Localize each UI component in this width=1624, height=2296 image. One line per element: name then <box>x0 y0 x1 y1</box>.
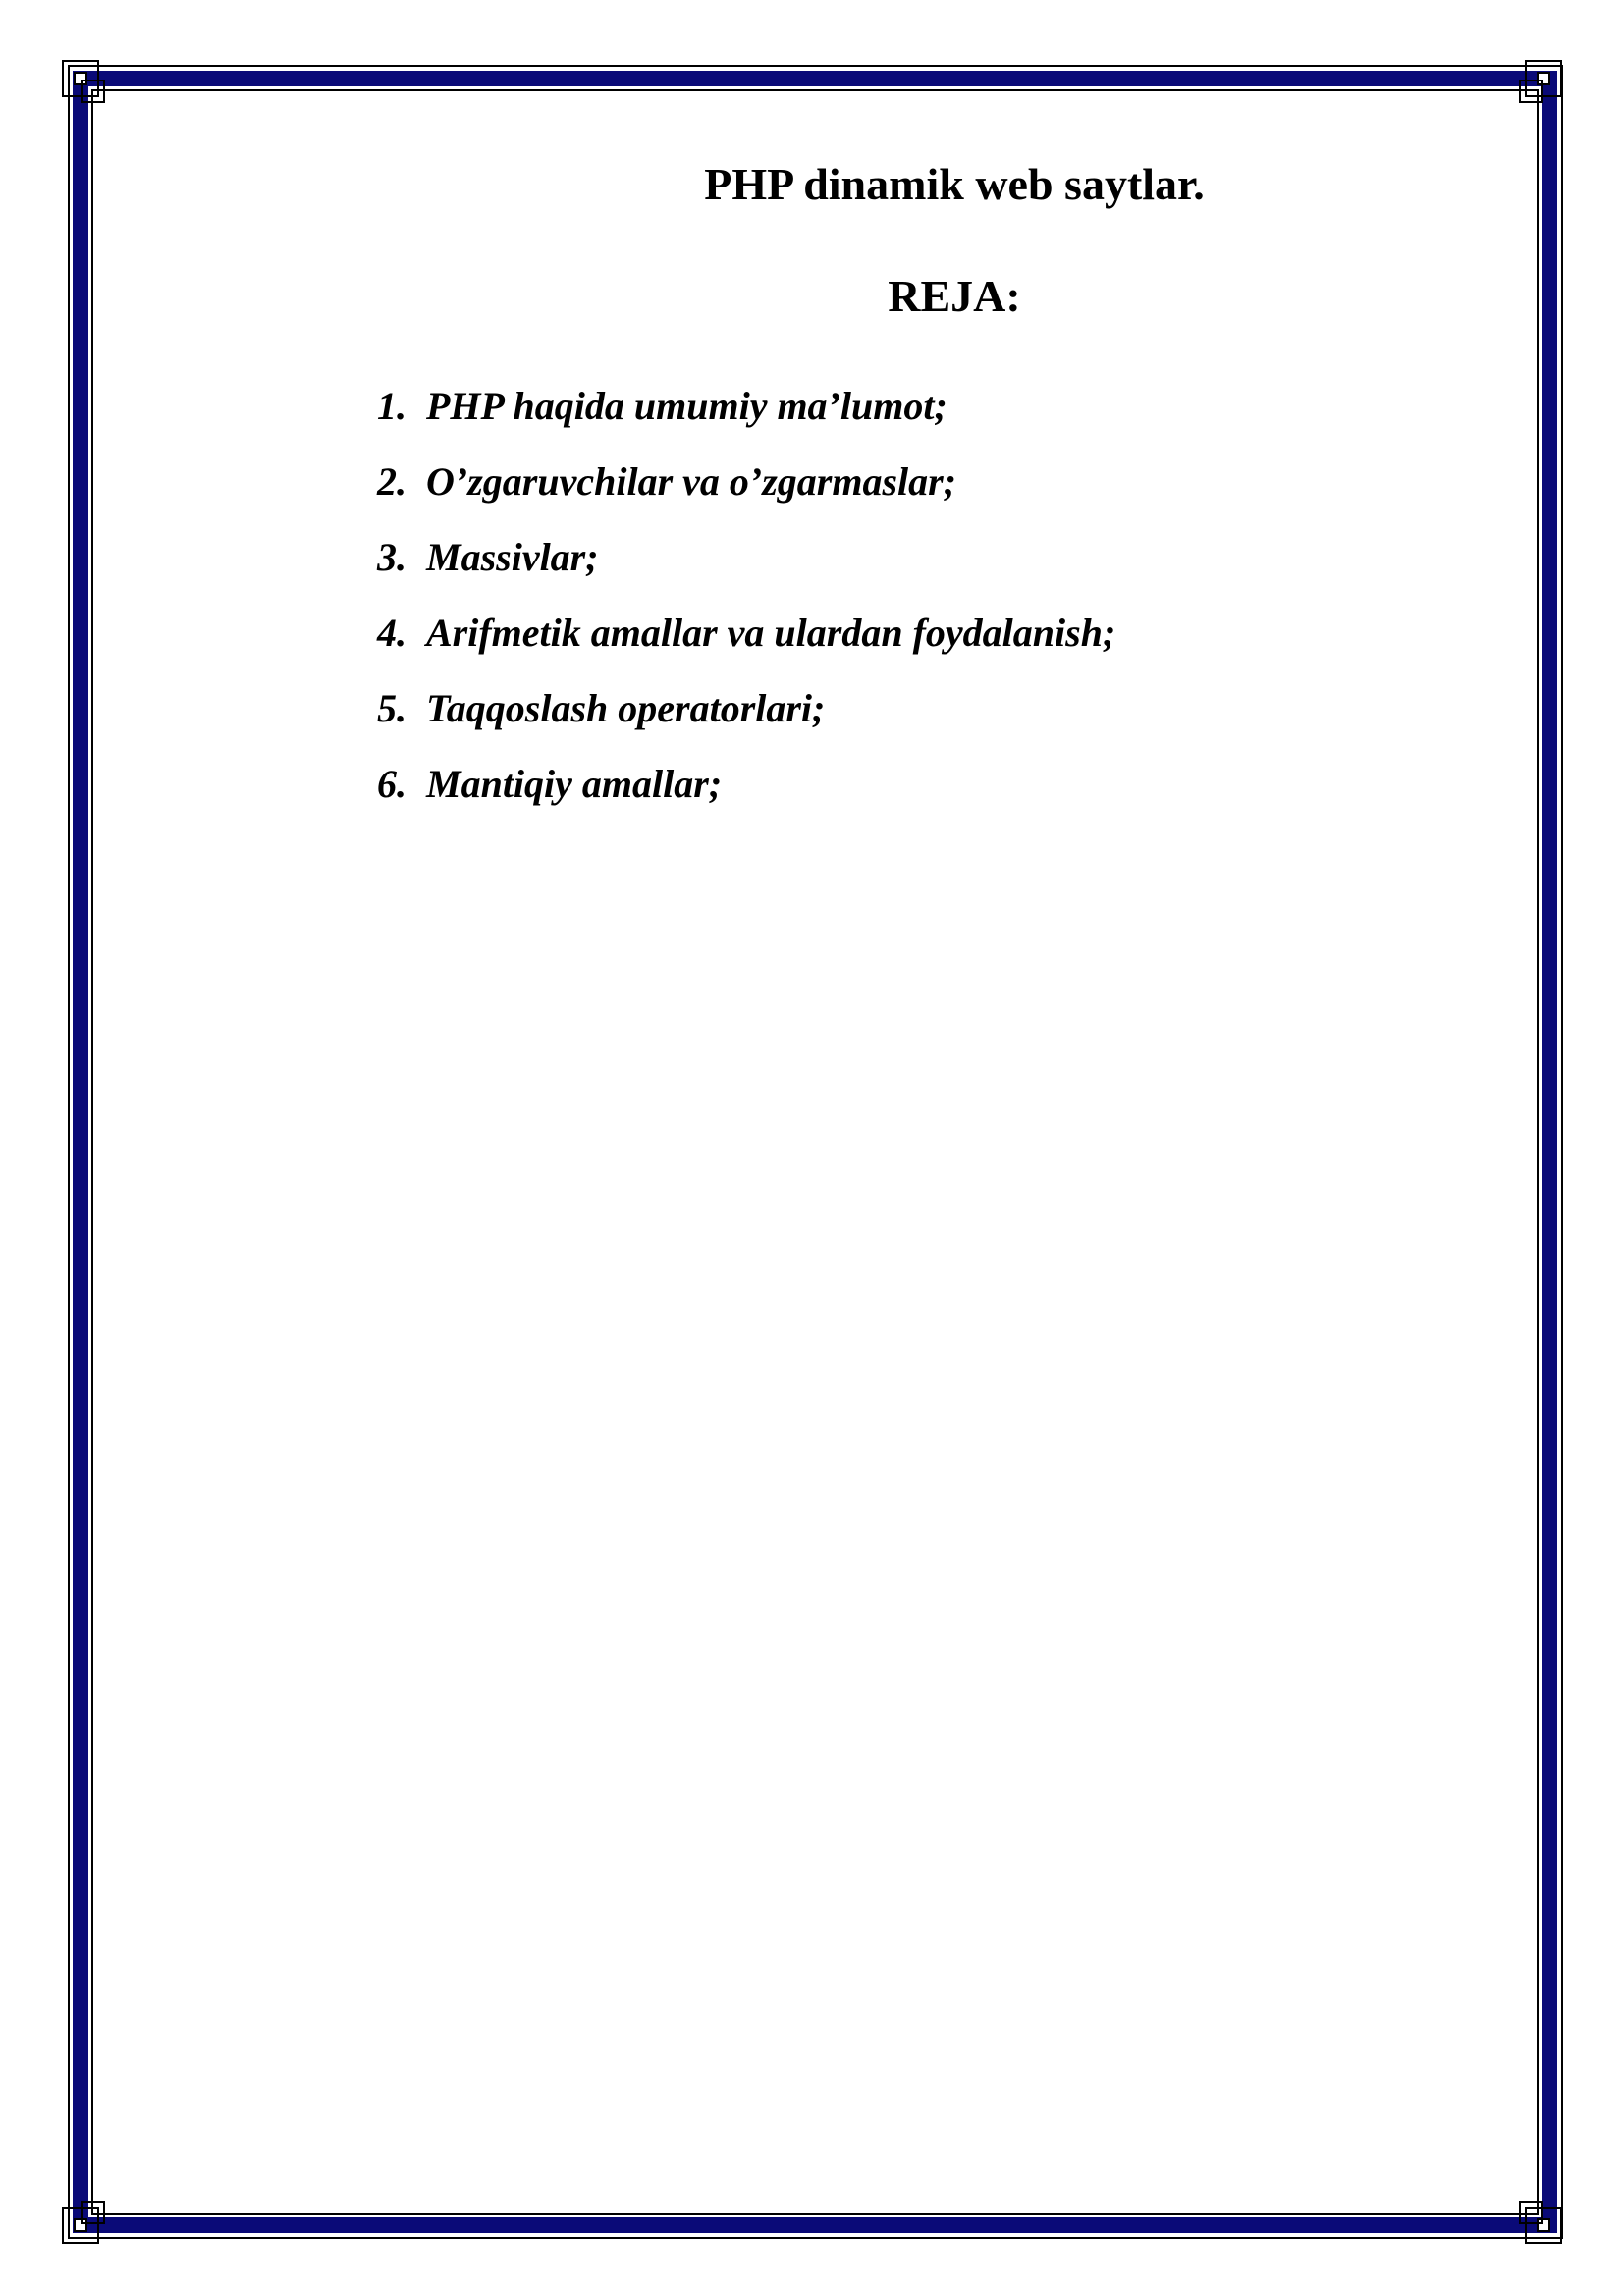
plan-item-number: 3. <box>377 535 406 579</box>
plan-item-6 <box>377 757 1115 832</box>
plan-item-number: 4. <box>377 611 406 655</box>
plan-heading: REJA: <box>888 271 1021 321</box>
plan-item-text: O’zgaruvchilar va o’zgarmaslar; <box>426 459 957 504</box>
plan-item-5 <box>377 681 1115 757</box>
plan-item-text: Mantiqiy amallar; <box>426 762 723 806</box>
plan-item-text: Massivlar; <box>426 535 599 579</box>
plan-item-4 <box>377 606 1115 681</box>
plan-item-3 <box>377 530 1115 606</box>
plan-item-number: 5. <box>377 686 406 730</box>
plan-item-text: Taqqoslash operatorlari; <box>426 686 826 730</box>
plan-item-2 <box>377 454 1115 530</box>
plan-item-text: PHP haqida umumiy ma’lumot; <box>426 384 947 428</box>
plan-list <box>377 379 1115 832</box>
plan-item-number: 2. <box>377 459 406 504</box>
plan-item-number: 1. <box>377 384 406 428</box>
plan-item-text: Arifmetik amallar va ulardan foydalanish; <box>426 611 1116 655</box>
plan-item-number: 6. <box>377 762 406 806</box>
document-title: PHP dinamik web saytlar. <box>704 159 1205 209</box>
plan-item-1 <box>377 379 1115 454</box>
